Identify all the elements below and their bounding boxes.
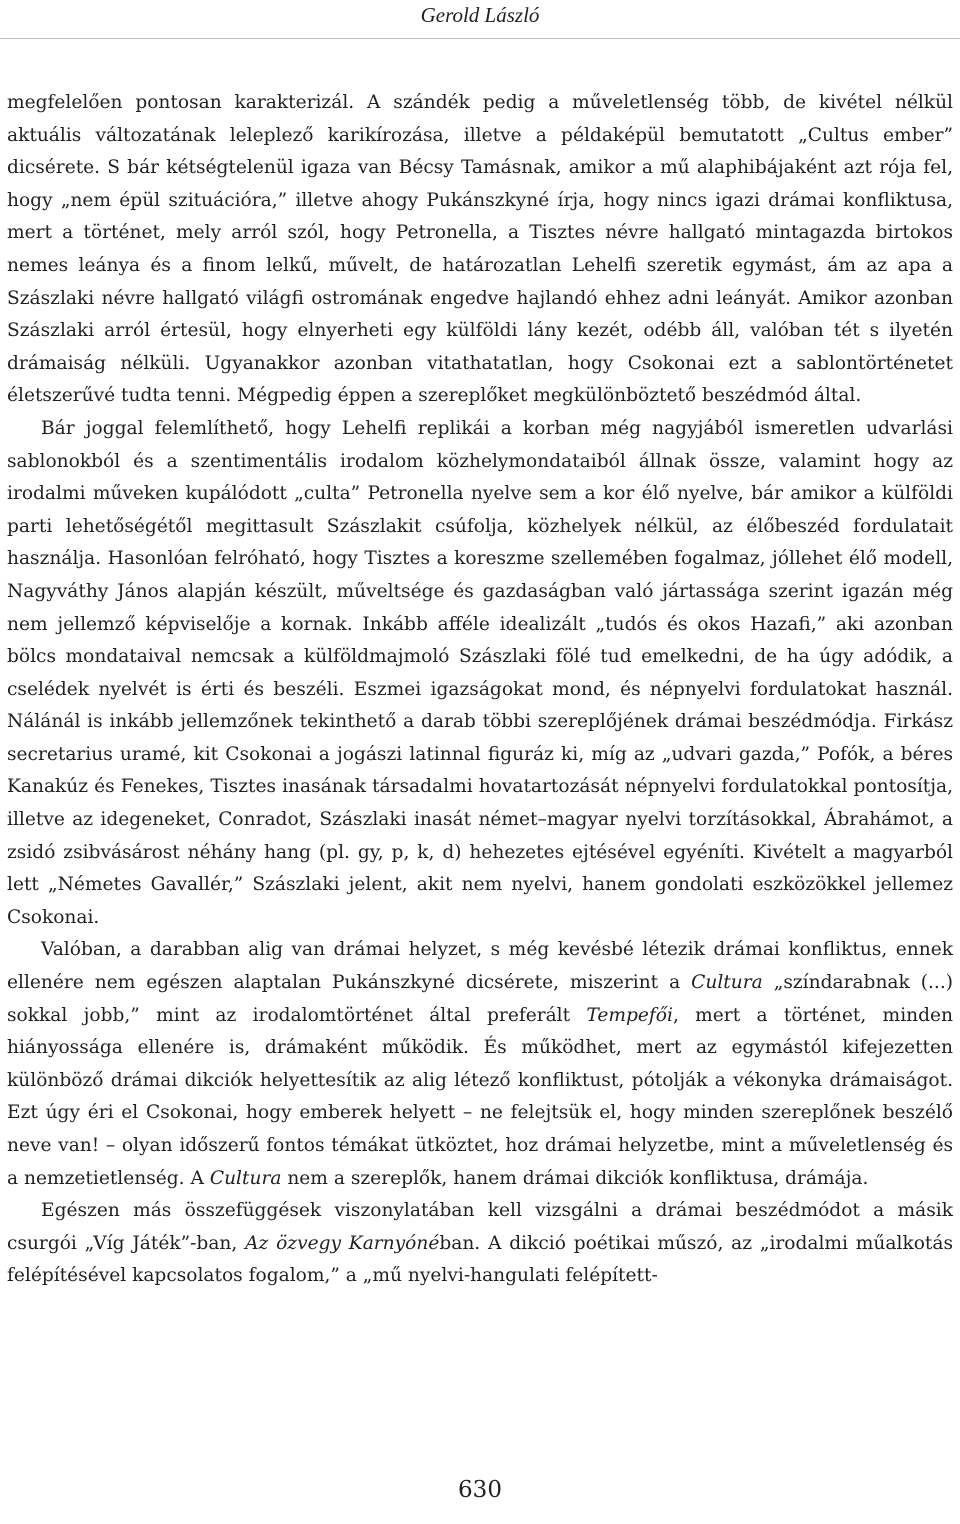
paragraph-4-text-a: Egészen más összefüggések viszonylatában kell vizsgálni a drámai beszédmódot a másik csurgói „Víg Játék”-ban, <box>7 1200 953 1254</box>
paragraph-2 <box>7 413 953 935</box>
title-ozvegy-karnyone: Az özvegy Karnyóné <box>245 1232 440 1254</box>
page-number: 630 <box>458 1477 502 1503</box>
paragraph-1-text: megfelelően pontosan karakterizál. A szándék pedig a műveletlenség több, de kivétel nélkül aktuális változatának leleplező karikírozása, illetve a példaképül bemutatott „Cultus ember” dicsérete. S bár kétségtelenül igaza van Bécsy Tamásnak, amikor a mű alaphibájaként azt rója fel, hogy „nem épül szituációra,” illetve ahogy Pukánszkyné írja, hogy nincs igazi drámai konfliktusa, mert a történet, mely arról szól, hogy Petronella, a Tisztes névre hallgató mintagazda birtokos nemes leánya és a finom lelkű, művelt, de határozatlan Lehelfi szeretik egymást, ám az apa a Szászlaki névre hallgató világfi ostromának engedve hajlandó ehhez adni leányát. Amikor azonban Szászlaki arról értesül, hogy elnyerheti egy külföldi lány kezét, odébb áll, valóban tét s ilyetén drámaiság nélküli. Ugyanakkor azonban vitathatatlan, hogy Csokonai ezt a sablontörténetet életszerűvé tudta tenni. Mégpedig éppen a szereplőket megkülönböztető beszédmód által. <box>7 92 953 407</box>
title-cultura: Cultura <box>691 972 763 994</box>
paragraph-3-text-b: „színdarabnak (...) sokkal jobb,” mint az irodalomtörténet által preferált <box>7 972 953 1026</box>
running-title: Gerold László <box>420 3 540 27</box>
paragraph-1 <box>7 87 953 413</box>
paragraph-3-text-c: , mert a történet, minden hiányossága ellenére is, drámaként működik. És működhet, mert az egymástól kifejezetten különböző drámai dikciók helyettesítik az alig létező konfliktust, pótolják a vékonyka drámaiságot. Ezt úgy éri el Csokonai, hogy emberek helyett – ne felejtsük el, hogy minden szereplőnek beszélő neve van! – olyan időszerű fontos témákat ütköztet, hoz drámai helyzetbe, mint a műveletlenség és a nemzetietlenség. A <box>7 1004 953 1189</box>
title-tempefoi: Tempefői <box>586 1004 673 1026</box>
paragraph-2-text: Bár joggal felemlíthető, hogy Lehelfi replikái a korban még nagyjából ismeretlen udvarlási sablonokból és a szentimentális irodalom közhelymondataiból állnak össze, valamint hogy az irodalmi műveken kupálódott „culta” Petronella nyelve sem a kor élő nyelve, bár amikor a külföldi parti lehetőségétől megittasult Szászlakit csúfolja, közhelyek nélkül, az élőbeszéd fordulatait használja. Hasonlóan felróható, hogy Tisztes a koreszme szellemében fogalmaz, jóllehet élő modell, Nagyváthy János alapján készült, műveltsége és gazdaságban való jártassága szerint igazán még nem jellemző képviselője a kornak. Inkább afféle idealizált „tudós és okos Hazafi,” aki azonban bölcs mondataival nemcsak a külföldmajmoló Szászlaki fölé tud emelkedni, de ha úgy adódik, a cselédek nyelvét is érti és beszéli. Eszmei igazságokat mond, és népnyelvi fordulatokat használ. Nálánál is inkább jellemzőnek tekinthető a darab többi szereplőjének drámai beszédmódja. Firkász secretarius uramé, kit Csokonai a jogászi latinnal figuráz ki, míg az „udvari gazda,” Pofók, a béres Kanakúz és Fenekes, Tisztes inasának társadalmi hovatartozását népnyelvi fordulatokkal pontosítja, illetve az idegeneket, Conradot, Szászlaki inasát német–magyar nyelvi torzításokkal, Ábrahámot, a zsidó zsibvásárost néhány hang (pl. gy, p, k, d) hehezetes ejtésével egyéníti. Kivételt a magyarból lett „Németes Gavallér,” Szászlaki jelent, akit nem nyelvi, hanem gondolati eszközökkel jellemez Csokonai. <box>7 417 953 928</box>
paragraph-4-text-b: ban. A dikció poétikai műszó, az „irodalmi műalkotás felépítésével kapcsolatos fogalom,” a „mű nyelvi-hangulati felépített- <box>7 1232 954 1287</box>
paragraph-3 <box>7 934 953 1195</box>
paragraph-4 <box>7 1195 953 1293</box>
title-cultura-2: Cultura <box>209 1167 282 1189</box>
body-text <box>7 87 953 1293</box>
header-divider <box>0 38 960 39</box>
paragraph-3-text-a: Valóban, a darabban alig van drámai helyzet, s még kevésbé létezik drámai konfliktus, ennek ellenére nem egészen alaptalan Pukánszkyné dicsérete, miszerint a <box>7 939 953 994</box>
paragraph-3-text-d: nem a szereplők, hanem drámai dikciók konfliktusa, drámája. <box>281 1167 869 1189</box>
